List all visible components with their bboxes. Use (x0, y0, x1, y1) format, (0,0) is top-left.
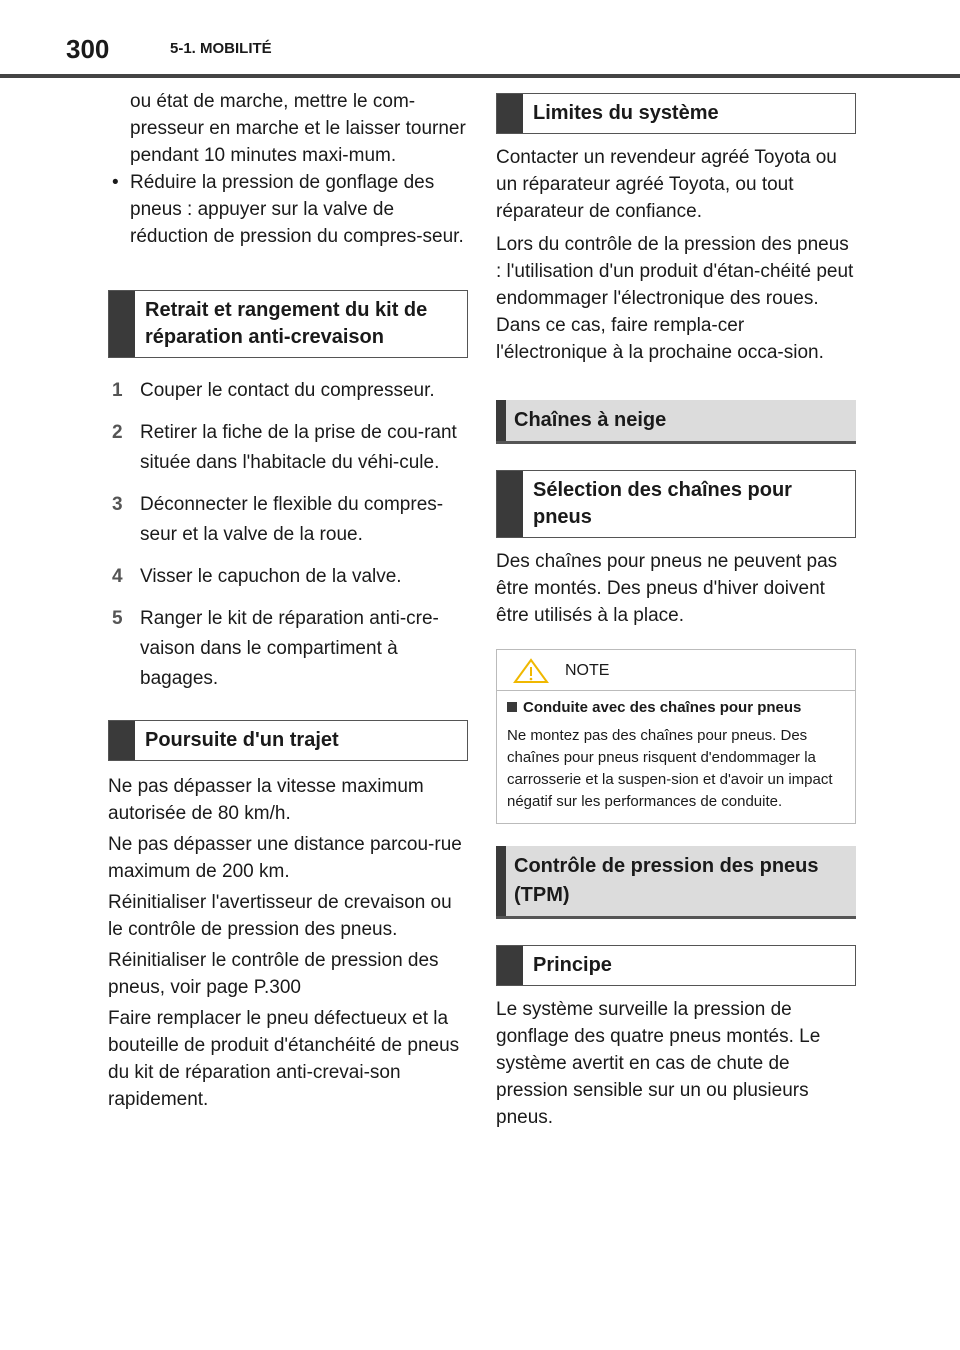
step-number: 1 (112, 380, 123, 401)
header-divider (0, 74, 960, 78)
heading-bar (496, 400, 506, 441)
heading-tpm-text: Contrôle de pression des pneus (TPM) (514, 855, 819, 906)
step-item (108, 490, 468, 550)
heading-limits (496, 93, 856, 134)
limits-paragraphs (496, 144, 856, 366)
note-text: Ne montez pas des chaînes pour pneus. Des chaînes pour pneus risquent d'endommager la carrosserie et la suspen-sion et d'avoir un impact négatif sur les performances de conduite. (507, 727, 833, 810)
body-paragraph: Faire remplacer le pneu défectueux et la bouteille de produit d'étanchéité de pneus du kit de réparation anti-crevai-son rapidement. (108, 1008, 460, 1110)
body-paragraph: Ne pas dépasser la vitesse maximum autorisée de 80 km/h. (108, 776, 424, 824)
note-body (497, 691, 855, 823)
step-text: Déconnecter le flexible du compres-seur et la valve de la roue. (140, 494, 444, 545)
steps-list (108, 376, 468, 694)
heading-removal-text: Retrait et rangement du kit de réparation anti-crevaison (145, 299, 428, 348)
heading-chains-select (496, 470, 856, 538)
heading-bar (109, 721, 135, 760)
heading-chains-text: Chaînes à neige (514, 409, 667, 431)
bullet-text: Réduire la pression de gonflage des pneus : appuyer sur la valve de réduction de pression du compres-seur. (130, 172, 464, 247)
principle-paragraph: Le système surveille la pression de gonflage des quatre pneus montés. Le système avertit en cas de chute de pression sensible sur un ou plusieurs pneus. (496, 999, 821, 1128)
step-text: Ranger le kit de réparation anti-cre-vaison dans le compartiment à bagages. (140, 608, 439, 689)
right-column (496, 93, 856, 1135)
step-item (108, 604, 468, 694)
heading-chains-select-text: Sélection des chaînes pour pneus (533, 479, 792, 528)
step-item (108, 562, 468, 592)
page-header (0, 0, 960, 80)
step-number: 3 (112, 494, 123, 515)
body-paragraph: Contacter un revendeur agréé Toyota ou un réparateur agréé Toyota, ou tout réparateur de confiance. (496, 147, 837, 222)
body-paragraph: Ne pas dépasser une distance parcou-rue maximum de 200 km. (108, 834, 462, 882)
warning-triangle-icon (513, 658, 549, 684)
step-number: 4 (112, 566, 123, 587)
continue-paragraphs (108, 773, 468, 1113)
square-bullet-icon (507, 702, 517, 712)
step-number: 5 (112, 608, 123, 629)
step-text: Couper le contact du compresseur. (140, 380, 435, 401)
note-title-text: Conduite avec des chaînes pour pneus (523, 699, 802, 716)
step-item (108, 376, 468, 406)
note-header (497, 650, 855, 691)
note-title (507, 697, 845, 719)
heading-bar (109, 291, 135, 357)
heading-removal (108, 290, 468, 358)
heading-bar (496, 846, 506, 916)
heading-limits-text: Limites du système (533, 102, 719, 124)
heading-tpm (496, 846, 856, 919)
heading-continue (108, 720, 468, 761)
heading-bar (497, 471, 523, 537)
note-label: NOTE (565, 662, 610, 679)
step-text: Retirer la fiche de la prise de cou-rant située dans l'habitacle du véhi-cule. (140, 422, 457, 473)
body-paragraph: Lors du contrôle de la pression des pneus : l'utilisation d'un produit d'étan-chéité peut endommager l'électronique des roues. Dans ce cas, faire rempla-cer l'électronique à la prochaine occa-sion. (496, 234, 854, 363)
page-number: 300 (66, 34, 110, 64)
step-text: Visser le capuchon de la valve. (140, 566, 402, 587)
bullet-item (108, 169, 468, 250)
heading-principle (496, 945, 856, 986)
heading-principle-text: Principe (533, 954, 612, 976)
section-title: 5-1. MOBILITÉ (170, 40, 272, 57)
bullet-symbol: • (112, 172, 119, 193)
intro-paragraph: ou état de marche, mettre le com-presseur en marche et le laisser tourner pendant 10 minutes maxi-mum. (130, 91, 466, 166)
step-number: 2 (112, 422, 123, 443)
body-paragraph: Réinitialiser le contrôle de pression des pneus, voir page P.300 (108, 950, 439, 998)
heading-continue-text: Poursuite d'un trajet (145, 729, 339, 751)
body-paragraph: Réinitialiser l'avertisseur de crevaison ou le contrôle de pression des pneus. (108, 892, 452, 940)
step-item (108, 418, 468, 478)
heading-bar (497, 946, 523, 985)
heading-chains (496, 400, 856, 444)
chains-paragraph: Des chaînes pour pneus ne peuvent pas être montés. Des pneus d'hiver doivent être utilisés à la place. (496, 551, 838, 626)
left-column (108, 88, 468, 1117)
note-box (496, 649, 856, 824)
heading-bar (497, 94, 523, 133)
